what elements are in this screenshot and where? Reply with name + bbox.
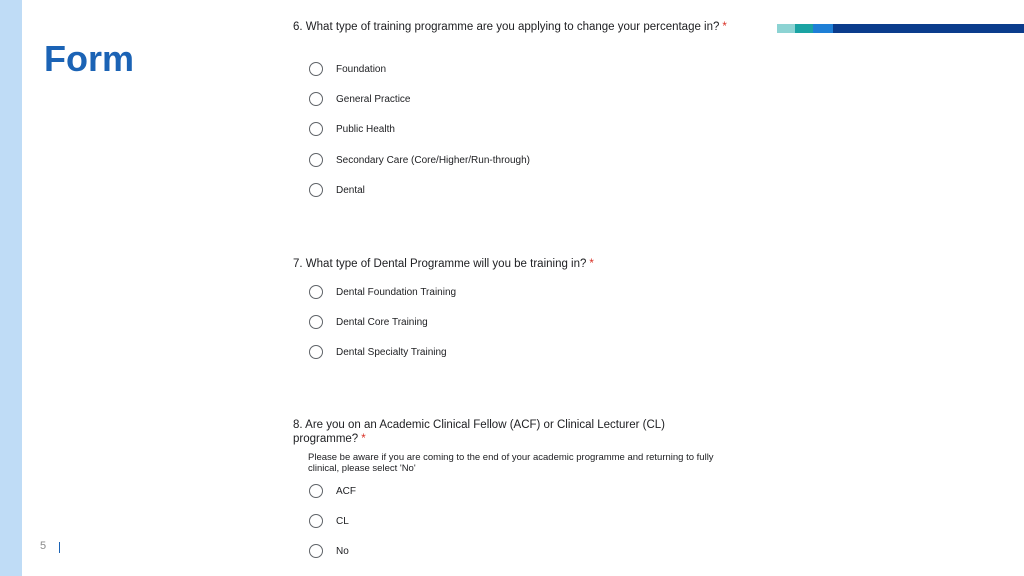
question-6-number: 6. [293, 21, 303, 33]
accent-segment-teal [795, 24, 813, 33]
option-label: Dental Foundation Training [336, 286, 457, 298]
option-dental[interactable] [309, 182, 365, 198]
option-label: Secondary Care (Core/Higher/Run-through) [336, 154, 530, 166]
option-dental-specialty-training[interactable] [309, 344, 447, 360]
question-7-number: 7. [293, 258, 303, 270]
question-6-text [293, 20, 733, 34]
option-dental-core-training[interactable] [309, 314, 428, 330]
accent-segment-light-teal [777, 24, 795, 33]
option-label: ACF [336, 485, 356, 497]
option-general-practice[interactable] [309, 91, 410, 107]
required-asterisk: * [589, 258, 594, 270]
question-7-text [293, 257, 733, 271]
radio-button[interactable] [309, 183, 323, 197]
required-asterisk: * [361, 433, 366, 445]
option-acf[interactable] [309, 483, 356, 499]
required-asterisk: * [722, 21, 727, 33]
slide-title: Form [44, 38, 134, 79]
option-label: Public Health [336, 123, 395, 135]
radio-button[interactable] [309, 122, 323, 136]
option-label: Dental Specialty Training [336, 346, 447, 358]
radio-button[interactable] [309, 544, 323, 558]
question-8 [293, 418, 733, 474]
option-label: No [336, 545, 349, 557]
option-cl[interactable] [309, 513, 349, 529]
question-6 [293, 20, 733, 34]
radio-button[interactable] [309, 285, 323, 299]
radio-button[interactable] [309, 315, 323, 329]
question-8-label: Are you on an Academic Clinical Fellow (ACF) or Clinical Lecturer (CL) programme? [293, 419, 665, 445]
radio-button[interactable] [309, 92, 323, 106]
question-8-number: 8. [293, 419, 303, 431]
option-label: Foundation [336, 63, 387, 75]
option-secondary-care[interactable] [309, 152, 530, 168]
option-label: Dental Core Training [336, 316, 428, 328]
option-foundation[interactable] [309, 61, 386, 77]
question-8-text [293, 418, 733, 446]
radio-button[interactable] [309, 484, 323, 498]
question-8-note: Please be aware if you are coming to the end of your academic programme and returning to fully clinical, please select 'No' [308, 452, 714, 474]
radio-button[interactable] [309, 514, 323, 528]
accent-segment-blue [813, 24, 833, 33]
option-label: CL [336, 515, 349, 527]
option-dental-foundation-training[interactable] [309, 284, 456, 300]
option-label: Dental [336, 184, 365, 196]
question-7-label: What type of Dental Programme will you be training in? [305, 258, 587, 270]
radio-button[interactable] [309, 153, 323, 167]
radio-button[interactable] [309, 345, 323, 359]
option-public-health[interactable] [309, 121, 395, 137]
option-no[interactable] [309, 543, 349, 559]
radio-button[interactable] [309, 62, 323, 76]
question-6-label: What type of training programme are you applying to change your percentage in? [305, 21, 720, 33]
left-side-stripe [0, 0, 22, 576]
page-number: 5 [40, 540, 47, 552]
accent-segment-navy [833, 24, 1024, 33]
option-label: General Practice [336, 93, 411, 105]
question-7 [293, 257, 733, 271]
page-number-divider [59, 542, 60, 553]
